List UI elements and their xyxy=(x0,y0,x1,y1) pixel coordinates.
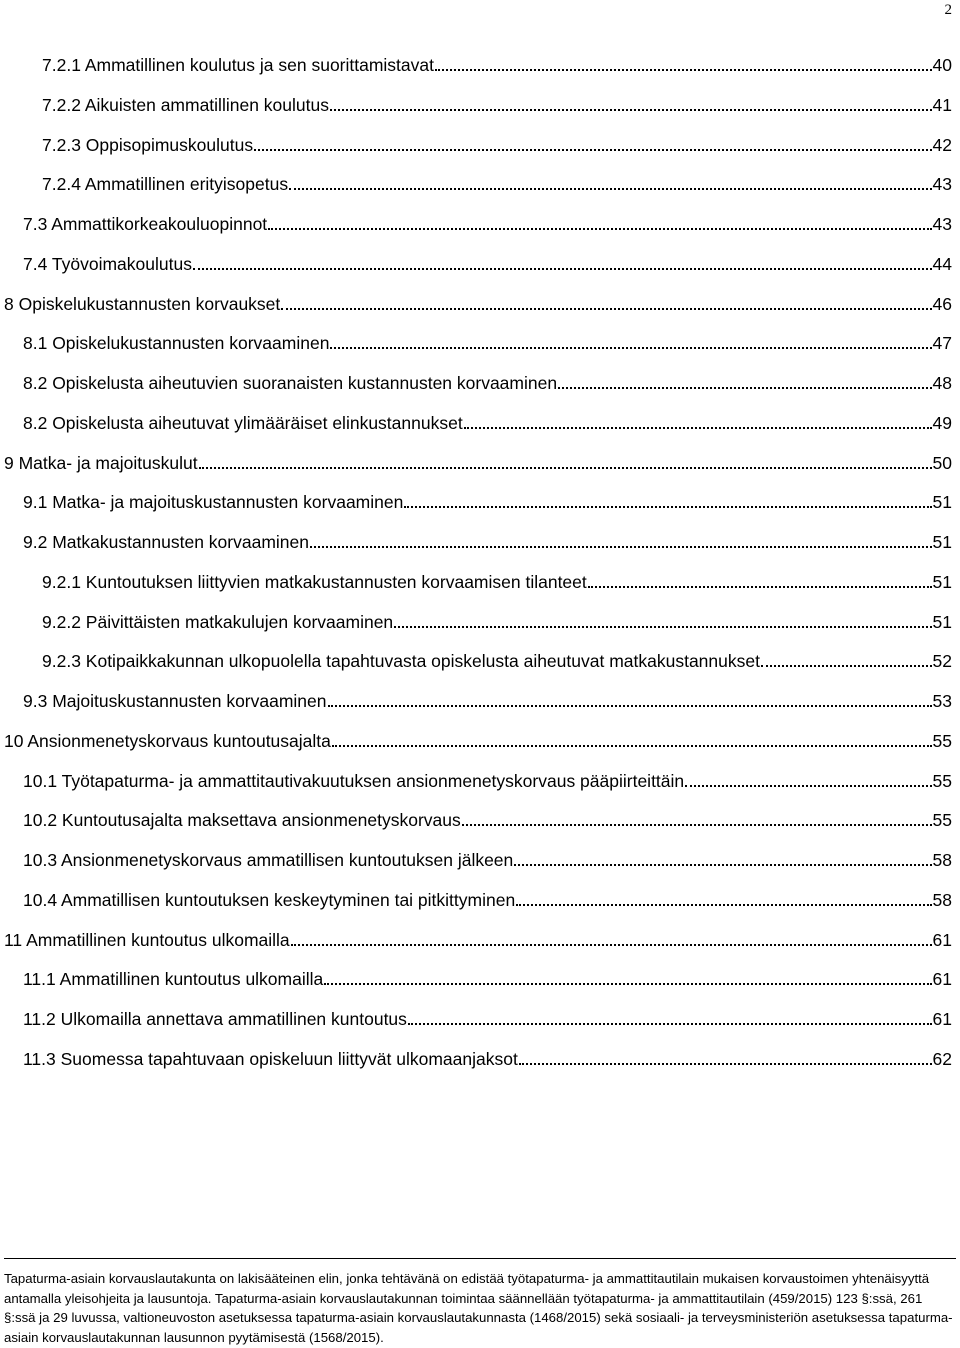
toc-entry-label: 11.2 Ulkomailla annettava ammatillinen kuntoutus xyxy=(23,1009,407,1029)
footer-note: Tapaturma-asiain korvauslautakunta on lakisääteinen elin, jonka tehtävänä on edistää työtapaturma- ja ammattitautilain mukaisen korvaustoimen yhtenäisyyttä antamalla yleisohjeita ja lausuntoja. Tapaturma-asiain korvauslautakunnan toimintaa säännellään työtapaturma- ja ammattitautilain (459/2015) 123 §:ssä, 261 §:ssä ja 29 luvussa, valtioneuvoston asetuksessa tapaturma-asiain korvauslautakunnasta (1468/2015) sekä sosiaali- ja terveysministeriön asetuksessa tapaturma-asiain korvauslautakunnan lausunnon pyytämisestä (1568/2015). xyxy=(4,1258,956,1348)
toc-dot-leader xyxy=(685,785,931,787)
toc-entry-label: 10.3 Ansionmenetyskorvaus ammatillisen kuntoutuksen jälkeen xyxy=(23,850,514,870)
toc-entry[interactable] xyxy=(42,642,952,672)
toc-entry[interactable] xyxy=(23,841,952,871)
toc-entry-page: 44 xyxy=(932,253,952,274)
toc-entry-label: 11.1 Ammatillinen kuntoutus ulkomailla xyxy=(23,969,324,990)
toc-dot-leader xyxy=(558,387,931,389)
toc-entry[interactable] xyxy=(4,722,952,752)
toc-entry-label: 9.2.2 Päivittäisten matkakulujen korvaaminen xyxy=(42,611,394,632)
toc-dot-leader xyxy=(330,109,932,111)
page-number: 2 xyxy=(944,2,952,18)
toc-entry-page: 55 xyxy=(932,770,952,791)
toc-entry-page: 47 xyxy=(932,333,952,354)
toc-dot-leader xyxy=(464,427,932,429)
toc-entry-page: 49 xyxy=(932,412,952,433)
toc-entry-page: 58 xyxy=(932,889,952,910)
toc-entry-label: 10.1 Työtapaturma- ja ammattitautivakuutuksen ansionmenetyskorvaus pääpiirteittäin xyxy=(23,770,685,791)
toc-entry-label: 8 Opiskelukustannusten korvaukset xyxy=(4,293,281,314)
toc-entry-label: 7.2.4 Ammatillinen erityisopetus xyxy=(42,174,289,195)
toc-entry-label: 9.2.3 Kotipaikkakunnan ulkopuolella tapahtuvasta opiskelusta aiheutuvat matkakustannukset xyxy=(42,651,760,672)
toc-entry-label: 7.2.1 Ammatillinen koulutus ja sen suorittamistavat xyxy=(42,55,434,75)
toc-entry-label: 7.3 Ammattikorkeakouluopinnot xyxy=(23,214,268,234)
toc-dot-leader xyxy=(435,69,932,71)
toc-dot-leader xyxy=(332,745,932,747)
toc-dot-leader xyxy=(291,944,932,946)
toc-entry-page: 51 xyxy=(932,611,952,632)
toc-entry-page: 42 xyxy=(932,134,952,155)
toc-entry[interactable] xyxy=(23,483,952,513)
toc-entry[interactable] xyxy=(42,603,952,633)
toc-entry-page: 50 xyxy=(932,452,952,473)
toc-entry[interactable] xyxy=(23,324,952,354)
toc-dot-leader xyxy=(761,665,932,667)
toc-entry[interactable] xyxy=(23,364,952,394)
toc-dot-leader xyxy=(588,586,932,588)
toc-entry[interactable] xyxy=(4,921,952,951)
toc-dot-leader xyxy=(516,904,931,906)
toc-entry[interactable] xyxy=(23,881,952,911)
toc-entry[interactable] xyxy=(23,960,952,990)
toc-dot-leader xyxy=(404,506,931,508)
toc-entry[interactable] xyxy=(4,285,952,315)
toc-entry[interactable] xyxy=(42,126,952,156)
toc-entry-label: 9.2 Matkakustannusten korvaaminen xyxy=(23,532,309,552)
toc-entry-label: 9.2.1 Kuntoutuksen liittyvien matkakustannusten korvaamisen tilanteet xyxy=(42,571,587,592)
toc-entry[interactable] xyxy=(42,86,952,116)
toc-entry[interactable] xyxy=(23,1000,952,1030)
toc-entry[interactable] xyxy=(42,563,952,593)
toc-entry-label: 10.4 Ammatillisen kuntoutuksen keskeytyminen tai pitkittyminen xyxy=(23,889,516,910)
toc-dot-leader xyxy=(268,228,931,230)
toc-entry[interactable] xyxy=(23,205,952,235)
toc-entry[interactable] xyxy=(23,762,952,792)
toc-entry-page: 51 xyxy=(932,571,952,592)
toc-entry-label: 11.3 Suomessa tapahtuvaan opiskeluun liittyvät ulkomaanjaksot xyxy=(23,1048,518,1069)
toc-dot-leader xyxy=(519,1063,932,1065)
toc-entry-label: 9.1 Matka- ja majoituskustannusten korvaaminen xyxy=(23,492,404,513)
toc-entry-page: 43 xyxy=(932,214,952,234)
toc-entry-label: 7.2.3 Oppisopimuskoulutus xyxy=(42,134,254,155)
toc-entry-label: 9.3 Majoituskustannusten korvaaminen xyxy=(23,691,327,711)
toc-dot-leader xyxy=(462,824,932,826)
toc-entry-page: 61 xyxy=(932,929,952,950)
toc-entry[interactable] xyxy=(23,801,952,831)
toc-dot-leader xyxy=(289,188,931,190)
toc-entry-page: 52 xyxy=(932,651,952,672)
toc-entry[interactable] xyxy=(23,1040,952,1070)
toc-entry-label: 10 Ansionmenetyskorvaus kuntoutusajalta xyxy=(4,730,331,751)
toc-entry-page: 62 xyxy=(932,1048,952,1069)
toc-entry[interactable] xyxy=(23,523,952,553)
toc-entry-label: 8.2 Opiskelusta aiheutuvat ylimääräiset elinkustannukset xyxy=(23,412,463,433)
toc-entry-label: 10.2 Kuntoutusajalta maksettava ansionmenetyskorvaus xyxy=(23,810,461,831)
toc-dot-leader xyxy=(328,705,932,707)
toc-entry[interactable] xyxy=(4,444,952,474)
toc-entry-label: 11 Ammatillinen kuntoutus ulkomailla xyxy=(4,929,290,950)
toc-entry-page: 53 xyxy=(932,691,952,711)
toc-entry-page: 46 xyxy=(932,293,952,314)
toc-entry-page: 61 xyxy=(932,1009,952,1029)
toc-entry[interactable] xyxy=(42,46,952,76)
toc-entry-label: 7.4 Työvoimakoulutus xyxy=(23,253,192,274)
toc-dot-leader xyxy=(254,149,931,151)
toc-entry-page: 41 xyxy=(932,94,952,115)
toc-entry-label: 8.2 Opiskelusta aiheutuvien suoranaisten kustannusten korvaaminen xyxy=(23,373,558,393)
toc-entry-page: 51 xyxy=(932,532,952,552)
toc-dot-leader xyxy=(514,864,931,866)
toc-dot-leader xyxy=(310,546,932,548)
toc-dot-leader xyxy=(330,347,931,349)
toc-dot-leader xyxy=(199,467,932,469)
toc-entry-label: 7.2.2 Aikuisten ammatillinen koulutus xyxy=(42,94,329,115)
toc-entry[interactable] xyxy=(42,165,952,195)
toc-entry-label: 8.1 Opiskelukustannusten korvaaminen xyxy=(23,333,330,354)
toc-entry[interactable] xyxy=(23,404,952,434)
toc-entry-label: 9 Matka- ja majoituskulut xyxy=(4,452,198,473)
toc-entry-page: 55 xyxy=(932,730,952,751)
toc-entry-page: 55 xyxy=(932,810,952,831)
toc-entry-page: 40 xyxy=(932,55,952,75)
toc-dot-leader xyxy=(193,268,932,270)
toc-dot-leader xyxy=(394,626,931,628)
toc-entry[interactable] xyxy=(23,245,952,275)
toc-entry-page: 61 xyxy=(932,969,952,990)
toc-entry[interactable] xyxy=(23,682,952,712)
toc-entry-page: 58 xyxy=(932,850,952,870)
toc-dot-leader xyxy=(408,1023,932,1025)
toc-entry-page: 48 xyxy=(932,373,952,393)
toc-dot-leader xyxy=(324,983,931,985)
toc-entry-page: 43 xyxy=(932,174,952,195)
toc-dot-leader xyxy=(281,308,931,310)
toc-entry-page: 51 xyxy=(932,492,952,513)
